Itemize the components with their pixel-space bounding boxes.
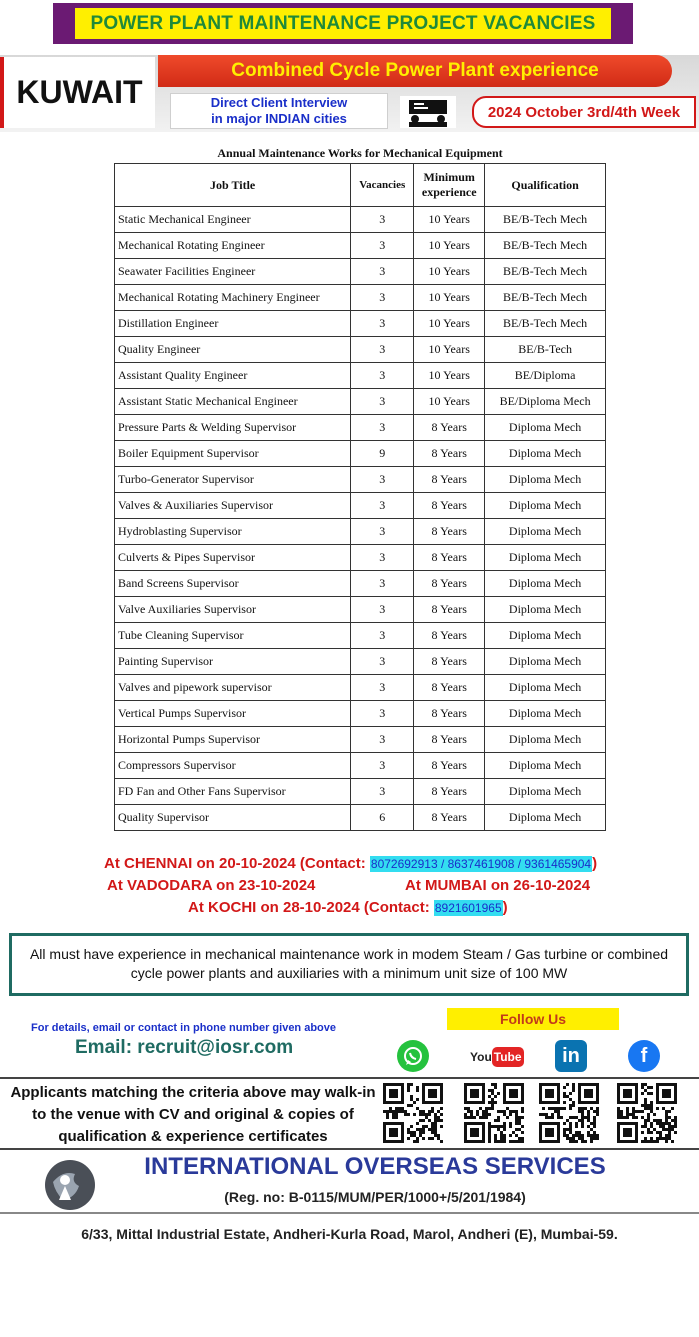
venue-kochi [188,899,508,916]
vacancies-cell: 3 [351,415,414,441]
vacancies-cell: 3 [351,389,414,415]
qualification-cell: BE/B-Tech Mech [485,233,606,259]
table-row [115,441,606,467]
table-title: Annual Maintenance Works for Mechanical Equipment [217,146,503,160]
table-row [115,285,606,311]
kochi-phone-number[interactable]: 8921601965 [434,901,502,915]
qualification-cell: BE/B-Tech Mech [485,285,606,311]
job-title-cell: Band Screens Supervisor [115,571,351,597]
table-row [115,467,606,493]
vacancies-cell: 3 [351,597,414,623]
walk-in-instructions: Applicants matching the criteria above may walk-in to the venue with CV and original & copies of qualification & experience certificates [10,1084,376,1145]
job-title-cell: Assistant Quality Engineer [115,363,351,389]
job-title-cell: Seawater Facilities Engineer [115,259,351,285]
qualification-cell: BE/B-Tech Mech [485,207,606,233]
job-title-cell: Valves and pipework supervisor [115,675,351,701]
experience-cell: 10 Years [414,285,485,311]
header-experience-line-2: experience [421,185,477,199]
job-title-cell: Quality Supervisor [115,805,351,831]
qualification-cell: Diploma Mech [485,675,606,701]
vacancies-cell: 3 [351,649,414,675]
qualification-cell: BE/Diploma Mech [485,389,606,415]
qualification-cell: BE/Diploma [485,363,606,389]
table-row [115,207,606,233]
youtube-text-tube: Tube [492,1047,524,1067]
table-row [115,649,606,675]
experience-cell: 8 Years [414,519,485,545]
table-row [115,571,606,597]
vacancies-cell: 9 [351,441,414,467]
vacancies-cell: 3 [351,779,414,805]
qualification-cell: Diploma Mech [485,493,606,519]
divider-middle [0,1148,699,1150]
job-title-cell: Vertical Pumps Supervisor [115,701,351,727]
vacancies-cell: 6 [351,805,414,831]
vacancies-cell: 3 [351,285,414,311]
experience-cell: 8 Years [414,623,485,649]
qualification-cell: BE/B-Tech [485,337,606,363]
qualification-cell: Diploma Mech [485,649,606,675]
vacancies-cell: 3 [351,545,414,571]
divider-top [0,1077,699,1079]
meeting-icon [400,96,456,128]
experience-cell: 10 Years [414,207,485,233]
job-title-cell: Pressure Parts & Welding Supervisor [115,415,351,441]
experience-cell: 8 Years [414,545,485,571]
experience-cell: 8 Years [414,415,485,441]
vacancies-cell: 3 [351,753,414,779]
header-experience [414,164,485,207]
table-row [115,727,606,753]
follow-us-label: Follow Us [447,1008,619,1030]
table-row [115,753,606,779]
divider-bottom [0,1212,699,1214]
org-logo-icon [45,1160,95,1210]
job-title-cell: Horizontal Pumps Supervisor [115,727,351,753]
registration-number: (Reg. no: B-0115/MUM/PER/1000+/5/201/1984) [224,1189,526,1205]
venue-chennai-close: ) [592,855,598,872]
experience-cell: 10 Years [414,389,485,415]
qualification-cell: Diploma Mech [485,597,606,623]
table-row [115,597,606,623]
vacancies-cell: 3 [351,701,414,727]
experience-banner: Combined Cycle Power Plant experience [158,55,672,87]
experience-cell: 8 Years [414,701,485,727]
interview-date: 2024 October 3rd/4th Week [472,96,696,128]
qualification-cell: BE/B-Tech Mech [485,259,606,285]
table-row [115,805,606,831]
qr-code-linkedin[interactable] [539,1083,599,1143]
job-title-cell: Painting Supervisor [115,649,351,675]
experience-cell: 8 Years [414,493,485,519]
country-label: KUWAIT [0,57,155,128]
job-title-cell: Boiler Equipment Supervisor [115,441,351,467]
client-line-1: Direct Client Interview [210,95,348,110]
table-row [115,701,606,727]
vacancies-cell: 3 [351,363,414,389]
table-row [115,493,606,519]
vacancies-cell: 3 [351,571,414,597]
youtube-icon[interactable] [470,1044,522,1070]
table-row [115,545,606,571]
qr-code-whatsapp[interactable] [383,1083,443,1143]
vacancies-cell: 3 [351,675,414,701]
qualification-cell: Diploma Mech [485,545,606,571]
qualification-cell: Diploma Mech [485,779,606,805]
vacancies-cell: 3 [351,623,414,649]
job-title-cell: Hydroblasting Supervisor [115,519,351,545]
venue-mumbai: At MUMBAI on 26-10-2024 [405,877,591,894]
banner-title: POWER PLANT MAINTENANCE PROJECT VACANCIES [75,8,611,39]
job-title-cell: Quality Engineer [115,337,351,363]
qualification-cell: Diploma Mech [485,701,606,727]
job-title-cell: FD Fan and Other Fans Supervisor [115,779,351,805]
qr-code-facebook[interactable] [617,1083,677,1143]
table-row [115,233,606,259]
details-text: For details, email or contact in phone number given above [31,1022,337,1034]
experience-cell: 10 Years [414,233,485,259]
qualification-cell: Diploma Mech [485,727,606,753]
header-job-title: Job Title [115,164,351,207]
table-row [115,415,606,441]
experience-cell: 8 Years [414,441,485,467]
qualification-cell: Diploma Mech [485,519,606,545]
table-row [115,259,606,285]
job-title-cell: Mechanical Rotating Engineer [115,233,351,259]
header-experience-line-1: Minimum [423,170,475,184]
job-title-cell: Compressors Supervisor [115,753,351,779]
qualification-cell: Diploma Mech [485,753,606,779]
experience-cell: 8 Years [414,649,485,675]
client-line-2: in major INDIAN cities [211,111,347,126]
table-row [115,519,606,545]
qualification-cell: Diploma Mech [485,571,606,597]
table-header-row [115,164,606,207]
qualification-cell: Diploma Mech [485,467,606,493]
experience-cell: 8 Years [414,597,485,623]
vacancies-cell: 3 [351,233,414,259]
header-qualification: Qualification [485,164,606,207]
qualification-cell: Diploma Mech [485,805,606,831]
header-vacancies: Vacancies [351,164,414,207]
youtube-text-you: You [470,1050,492,1064]
job-title-cell: Valve Auxiliaries Supervisor [115,597,351,623]
vacancies-cell: 3 [351,493,414,519]
venue-kochi-close: ) [502,899,508,916]
vacancies-cell: 3 [351,727,414,753]
venue-kochi-text: At KOCHI on 28-10-2024 (Contact: [188,899,434,916]
vacancies-cell: 3 [351,207,414,233]
job-title-cell: Assistant Static Mechanical Engineer [115,389,351,415]
experience-cell: 8 Years [414,779,485,805]
client-interview-box [170,93,388,129]
experience-cell: 10 Years [414,337,485,363]
facebook-icon[interactable]: f [628,1040,660,1072]
table-row [115,675,606,701]
qualification-cell: Diploma Mech [485,623,606,649]
vacancies-cell: 3 [351,519,414,545]
chennai-phone-numbers[interactable]: 8072692913 / 8637461908 / 9361465904 [370,857,592,871]
table-row [115,779,606,805]
table-row [115,623,606,649]
experience-cell: 8 Years [414,727,485,753]
linkedin-icon[interactable]: in [555,1040,587,1072]
job-title-cell: Culverts & Pipes Supervisor [115,545,351,571]
requirement-note: All must have experience in mechanical maintenance work in modem Steam / Gas turbine or combined cycle power plants and auxiliaries with a minimum unit size of 100 MW [9,933,689,996]
vacancies-cell: 3 [351,467,414,493]
qualification-cell: Diploma Mech [485,441,606,467]
whatsapp-icon[interactable] [397,1040,429,1072]
organization-name: INTERNATIONAL OVERSEAS SERVICES [144,1153,606,1180]
experience-cell: 8 Years [414,571,485,597]
office-address: 6/33, Mittal Industrial Estate, Andheri-Kurla Road, Marol, Andheri (E), Mumbai-59. [81,1226,618,1242]
experience-cell: 8 Years [414,805,485,831]
vacancies-cell: 3 [351,311,414,337]
qualification-cell: Diploma Mech [485,415,606,441]
vacancy-table [114,163,606,831]
experience-cell: 10 Years [414,311,485,337]
table-row [115,363,606,389]
job-title-cell: Distillation Engineer [115,311,351,337]
experience-cell: 8 Years [414,675,485,701]
job-title-cell: Static Mechanical Engineer [115,207,351,233]
venue-chennai [104,855,597,872]
experience-cell: 8 Years [414,467,485,493]
experience-cell: 8 Years [414,753,485,779]
venue-chennai-text: At CHENNAI on 20-10-2024 (Contact: [104,855,370,872]
table-row [115,311,606,337]
experience-cell: 10 Years [414,259,485,285]
table-row [115,337,606,363]
experience-cell: 10 Years [414,363,485,389]
job-title-cell: Mechanical Rotating Machinery Engineer [115,285,351,311]
job-title-cell: Tube Cleaning Supervisor [115,623,351,649]
job-title-cell: Turbo-Generator Supervisor [115,467,351,493]
email-link[interactable]: Email: recruit@iosr.com [75,1037,294,1058]
job-title-cell: Valves & Auxiliaries Supervisor [115,493,351,519]
vacancies-cell: 3 [351,259,414,285]
venue-vadodara: At VADODARA on 23-10-2024 [107,877,316,894]
qr-code-youtube[interactable] [464,1083,524,1143]
vacancies-cell: 3 [351,337,414,363]
table-row [115,389,606,415]
top-banner [53,3,633,44]
qualification-cell: BE/B-Tech Mech [485,311,606,337]
